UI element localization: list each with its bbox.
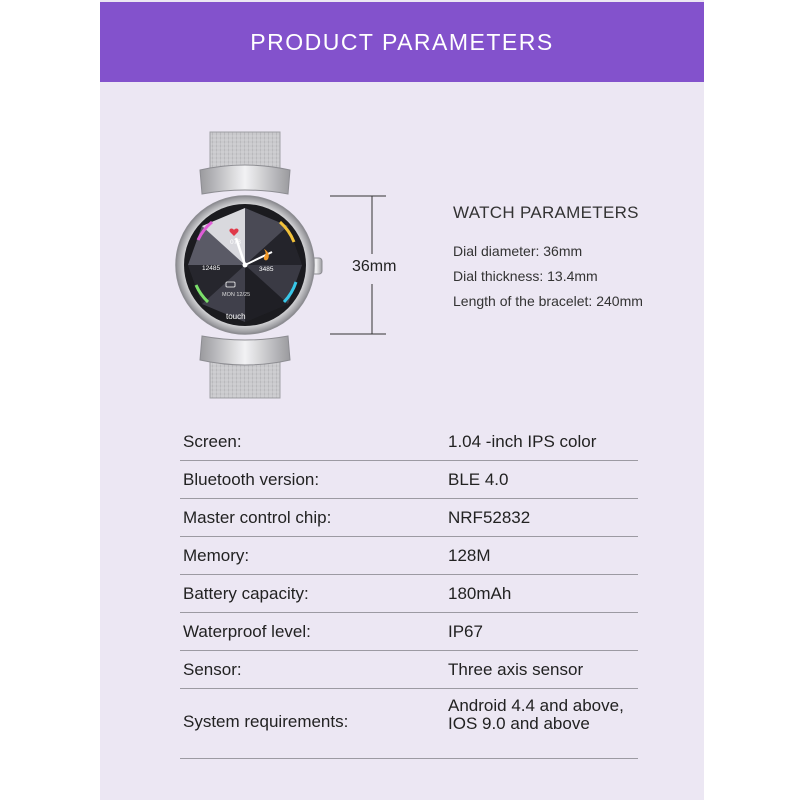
spec-label: Screen: bbox=[183, 432, 242, 451]
spec-label: Waterproof level: bbox=[183, 622, 311, 641]
spec-label: Master control chip: bbox=[183, 508, 332, 527]
spec-value-line: Android 4.4 and above, bbox=[448, 696, 624, 715]
screen-date: MON 12/25 bbox=[222, 292, 251, 298]
spec-row-chip bbox=[180, 499, 638, 537]
spec-row-system bbox=[180, 689, 638, 759]
spec-value bbox=[448, 697, 624, 733]
screen-heart-value: 078 bbox=[230, 239, 241, 246]
spec-label: Bluetooth version: bbox=[183, 470, 320, 489]
spec-label: Battery capacity: bbox=[183, 584, 309, 603]
dial-diameter: Dial diameter: 36mm bbox=[453, 243, 583, 259]
screen-brand-text: touch bbox=[226, 312, 246, 321]
spec-value: 1.04 -inch IPS color bbox=[448, 432, 597, 451]
spec-label: Memory: bbox=[183, 546, 250, 565]
spec-row-memory bbox=[180, 537, 638, 575]
watch-image bbox=[160, 130, 330, 400]
screen-calorie-value: 3485 bbox=[259, 266, 274, 273]
spec-label: System requirements: bbox=[183, 712, 349, 731]
spec-row-sensor bbox=[180, 651, 638, 689]
spec-value: 128M bbox=[448, 546, 491, 565]
spec-value-line: IOS 9.0 and above bbox=[448, 714, 590, 733]
spec-row-screen bbox=[180, 423, 638, 461]
dimension-label: 36mm bbox=[352, 258, 397, 275]
spec-table bbox=[180, 423, 638, 759]
bracelet-length: Length of the bracelet: 240mm bbox=[453, 293, 643, 309]
spec-value: IP67 bbox=[448, 622, 483, 641]
screen-steps-value: 12485 bbox=[202, 265, 221, 272]
spec-row-waterproof bbox=[180, 613, 638, 651]
spec-value: Three axis sensor bbox=[448, 660, 584, 679]
spec-value: 180mAh bbox=[448, 584, 512, 603]
page-title: PRODUCT PARAMETERS bbox=[250, 28, 554, 55]
spec-row-battery bbox=[180, 575, 638, 613]
header-banner bbox=[100, 2, 704, 82]
watch-parameters bbox=[453, 203, 643, 314]
watch-parameters-title: WATCH PARAMETERS bbox=[453, 203, 639, 222]
spec-row-bluetooth bbox=[180, 461, 638, 499]
spec-value: NRF52832 bbox=[448, 508, 531, 527]
spec-label: Sensor: bbox=[183, 660, 242, 679]
spec-value: BLE 4.0 bbox=[448, 470, 509, 489]
dial-thickness: Dial thickness: 13.4mm bbox=[453, 268, 598, 284]
